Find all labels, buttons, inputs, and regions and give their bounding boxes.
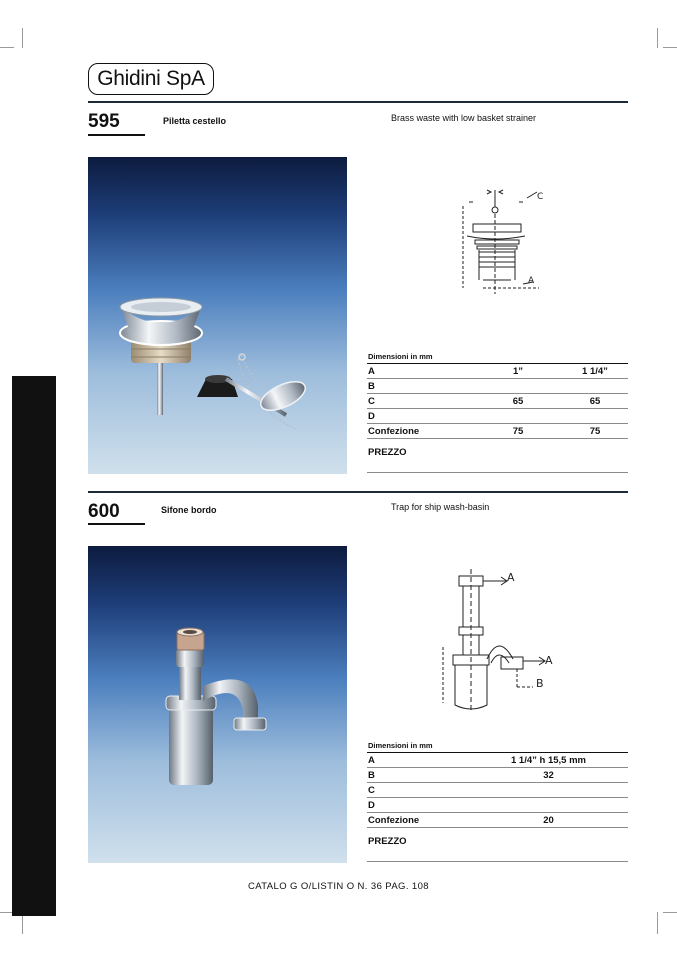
row-value — [474, 379, 562, 394]
crop-mark — [663, 47, 677, 48]
table-row — [367, 409, 628, 424]
spec-table — [367, 350, 628, 439]
crop-mark — [0, 47, 14, 48]
row-label: A — [367, 364, 474, 379]
code-underline — [88, 523, 145, 525]
table-row — [367, 753, 628, 768]
row-value: 1” — [474, 364, 562, 379]
price-label: PREZZO — [368, 447, 407, 458]
row-value: 1 1/4” — [562, 364, 628, 379]
basket-strainer-illustration — [88, 157, 347, 474]
side-bar — [12, 376, 56, 916]
table-header: Dimensioni in mm — [367, 350, 628, 364]
table-row — [367, 798, 628, 813]
product-photo — [88, 546, 347, 863]
table-row — [367, 424, 628, 439]
table-row — [367, 394, 628, 409]
crop-mark — [657, 912, 658, 934]
table-row — [367, 768, 628, 783]
row-value — [474, 409, 562, 424]
row-label: Confezione — [367, 813, 469, 828]
dim-label-a: A — [528, 276, 535, 286]
product-name-it: Piletta cestello — [163, 116, 227, 126]
brand-logo — [88, 63, 214, 95]
row-value: 1 1/4” h 15,5 mm — [469, 753, 628, 768]
dim-label-b: B — [536, 677, 544, 690]
row-label: B — [367, 768, 469, 783]
row-value: 65 — [562, 394, 628, 409]
row-label: A — [367, 753, 469, 768]
product-code: 595 — [88, 111, 120, 132]
row-label: C — [367, 394, 474, 409]
product-name-en: Brass waste with low basket strainer — [391, 113, 537, 123]
product-name-it: Sifone bordo — [161, 505, 217, 515]
table-row — [367, 813, 628, 828]
row-value: 32 — [469, 768, 628, 783]
row-value: 20 — [469, 813, 628, 828]
table-row — [367, 364, 628, 379]
page-footer: CATALO G O/LISTIN O N. 36 PAG. 108 — [248, 881, 429, 892]
row-value: 65 — [474, 394, 562, 409]
strainer-drawing — [453, 184, 571, 302]
section-rule — [88, 491, 628, 493]
section-rule — [88, 101, 628, 103]
bottle-trap-illustration — [88, 546, 347, 863]
row-value: 75 — [562, 424, 628, 439]
row-label: B — [367, 379, 474, 394]
dim-label-a: A — [507, 571, 515, 584]
technical-drawing — [439, 563, 561, 722]
technical-drawing — [453, 184, 571, 307]
row-label: Confezione — [367, 424, 474, 439]
table-row — [367, 379, 628, 394]
row-value — [562, 409, 628, 424]
spec-table — [367, 739, 628, 828]
row-value: 75 — [474, 424, 562, 439]
table-row — [367, 783, 628, 798]
product-photo — [88, 157, 347, 474]
row-label: D — [367, 798, 469, 813]
crop-mark — [657, 28, 658, 48]
row-value — [469, 783, 628, 798]
row-label: D — [367, 409, 474, 424]
dim-label-c: C — [537, 192, 544, 202]
dim-label-a: A — [545, 654, 553, 667]
product-name-en: Trap for ship wash-basin — [391, 502, 490, 512]
price-rule — [367, 472, 628, 473]
code-underline — [88, 134, 145, 136]
price-label: PREZZO — [368, 836, 407, 847]
price-rule — [367, 861, 628, 862]
brand-name: Ghidini SpA — [97, 67, 205, 90]
table-header: Dimensioni in mm — [367, 739, 628, 753]
crop-mark — [22, 28, 23, 48]
crop-mark — [663, 912, 677, 913]
product-code: 600 — [88, 501, 120, 522]
trap-drawing — [439, 563, 561, 717]
row-value — [562, 379, 628, 394]
row-label: C — [367, 783, 469, 798]
row-value — [469, 798, 628, 813]
